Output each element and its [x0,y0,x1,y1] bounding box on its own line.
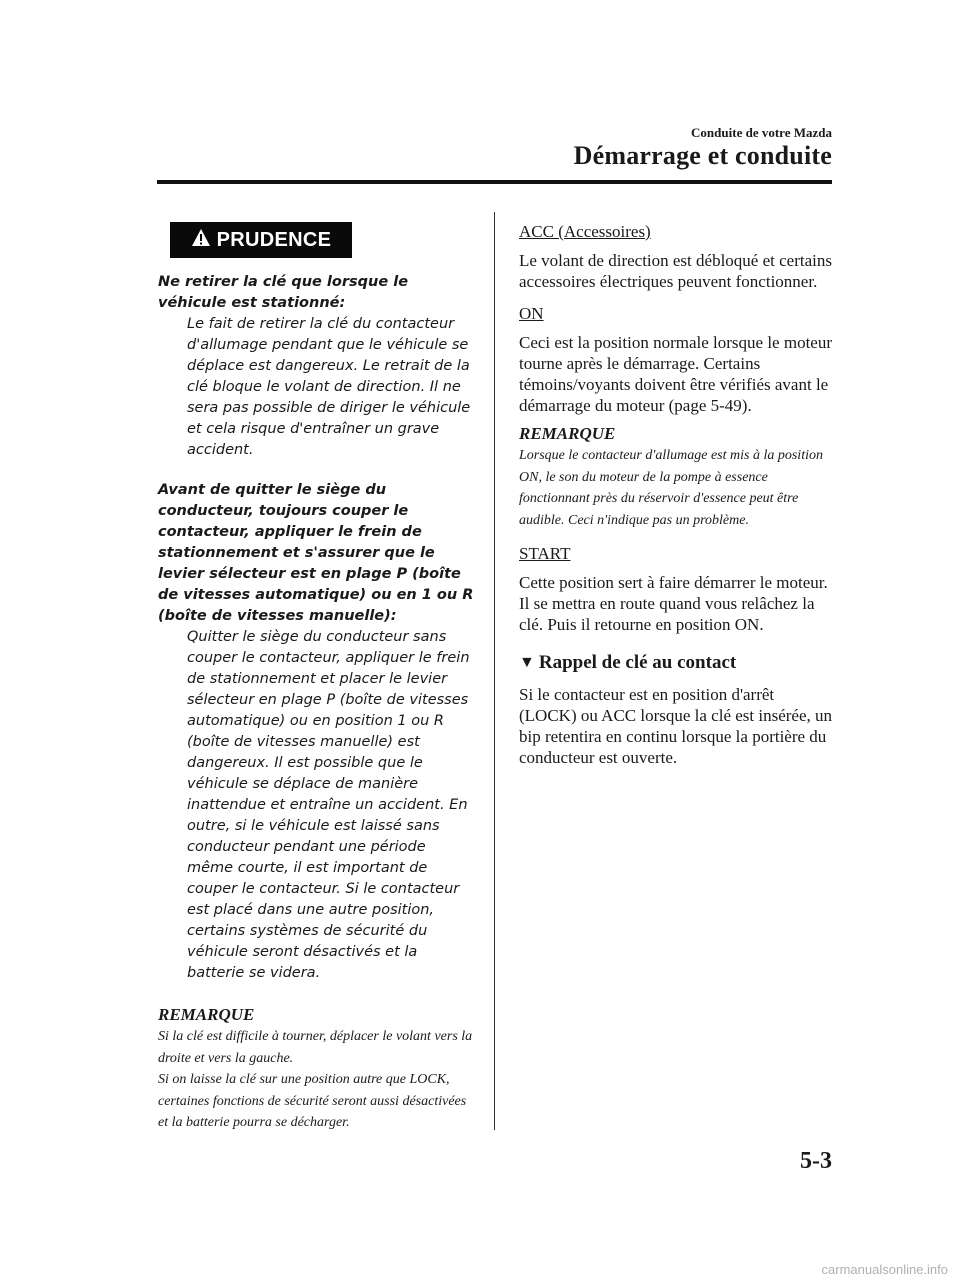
warning-body-2: Quitter le siège du conducteur sans couper le contacteur, appliquer le frein de stationnement et placer le levier sélecteur en plage P (boîte de vitesses automatique) ou en position 1 ou R (boîte de vitesses manuelle) est dangereux. Il est possible que le véhicule se déplace de manière inattendue et entraîne un accident. En outre, si le véhicule est laissé sans conducteur pendant une période même courte, il est important de couper le contacteur. Si le contacteur est placé dans une autre position, certains systèmes de sécurité du véhicule seront désactivés et la batterie se videra. [187,629,470,981]
remarque-line-1: Si la clé est difficile à tourner, déplacer le volant vers la droite et vers la gauche. [158,1029,473,1066]
triangle-marker-icon: ▼ [519,654,535,672]
start-heading: START [519,544,571,564]
remarque-label: REMARQUE [519,424,616,443]
header-title: Démarrage et conduite [573,141,832,170]
on-text: Ceci est la position normale lorsque le moteur tourne après le démarrage. Certains témoins/voyants doivent être vérifiés avant le démarrage du moteur (page 5-49). [519,333,833,415]
header-subtitle: Conduite de votre Mazda [691,125,832,140]
start-text: Cette position sert à faire démarrer le moteur. Il se mettra en route quand vous relâchez la clé. Puis il retourne en position ON. [519,573,828,635]
on-heading: ON [519,304,544,323]
caution-banner [170,222,352,258]
column-divider [494,212,495,1130]
remarque-line-2: Si on laisse la clé sur une position autre que LOCK, certaines fonctions de sécurité seront aussi désactivées et la batterie pourra se décharger. [158,1072,467,1131]
caution-label: PRUDENCE [216,228,332,251]
warning-icon [191,228,211,253]
rappel-title: Rappel de clé au contact [538,652,737,674]
rappel-text: Si le contacteur est en position d'arrêt (LOCK) ou ACC lorsque la clé est insérée, un bip retentira en continu lorsque la portière du conducteur est ouverte. [519,685,833,768]
page-number: 5-3 [800,1148,832,1174]
acc-heading: ACC (Accessoires) [519,222,651,241]
watermark: carmanualsonline.info [821,1262,948,1277]
remarque-label: REMARQUE [158,1005,255,1024]
header-rule [157,180,832,184]
acc-text: Le volant de direction est débloqué et certains accessoires électriques peuvent fonctionner. [519,251,832,291]
warning-heading-1: Ne retirer la clé que lorsque le véhicule est stationné: [158,274,409,311]
left-remarque [158,1005,476,1134]
rappel-heading [519,652,833,674]
left-column [158,222,476,1134]
warning-body-1: Le fait de retirer la clé du contacteur d'allumage pendant que le véhicule se déplace est dangereux. Le retrait de la clé bloque le volant de direction. Il ne sera pas possible de diriger le véhicule et cela risque d'entraîner un grave accident. [187,316,471,458]
remarque-text: Lorsque le contacteur d'allumage est mis à la position ON, le son du moteur de la pompe à essence fonctionnant près du réservoir d'essence peut être audible. Ceci n'indique pas un problème. [519,448,823,528]
right-column [519,222,833,768]
warning-heading-2: Avant de quitter le siège du conducteur, toujours couper le contacteur, appliquer le frein de stationnement et s'assurer que le levier sélecteur est en plage P (boîte de vitesses automatique) ou en 1 ou R (boîte de vitesses manuelle): [158,482,474,624]
